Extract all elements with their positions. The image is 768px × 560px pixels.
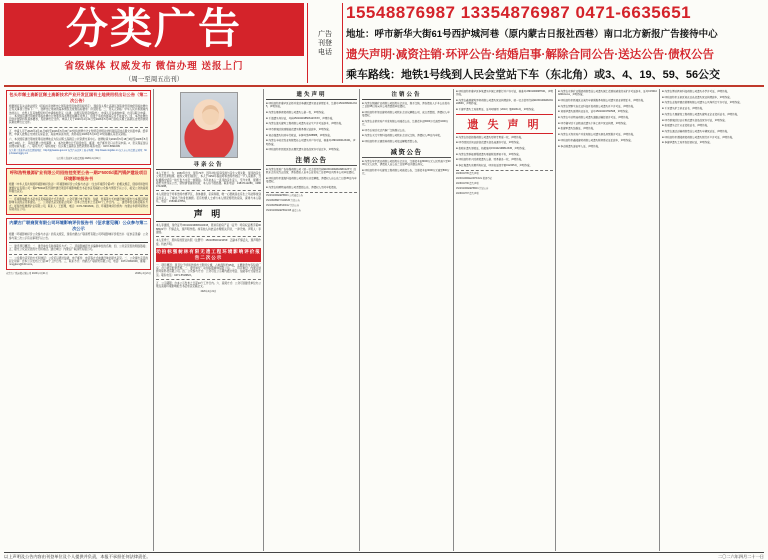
list-item: ● 呼和浩特市蓝海科技有限公司经股东决定解散，请债权人自公告之日起45日内申报债权。 (266, 177, 357, 183)
list-item: ● 内蒙古恒信担保有限公司遗失财务专用章一枚，声明作废。 (456, 136, 553, 139)
address-line: 地址：呼市新华大街61号西护城河巷（原内蒙古日报社西巷）南口北方新报广告接待中心 (346, 29, 718, 41)
services-line: 遗失声明·减资注销·环评公告·结婚启事·解除合同公告·送达公告·债权公告 (346, 48, 714, 61)
notice-body-2: 五、申请人可于2026年4月21日9时至2026年5月15日17时持挂牌出让文件规定的相关材料到指定地点提交书面申请。经审核，申请人按规定交纳竞买保证金，具备申请条件的，我局将在2026年5月16日17时前确认其竞买资格。 (9, 129, 148, 137)
notice-body-5: 一、环境影响报告书征求意见稿查阅方式及途径：公众可通过电子邮件、信函、传真等方式向建设单位提出与本项目环境影响有关的意见和建议。二、公众提出意见的起止时间：自本公告发布之日起10个工作日内。三、建设单位名称及联系方式：呼和浩特晟源矿业有限公司，联系人：王经理，电话：0471-5991609。四、环境影响评价机构：内蒙古华源环保科技有限责任公司。 (9, 198, 148, 212)
notice-box-boiler-eia (6, 168, 151, 215)
ad-phone-label (307, 3, 343, 83)
list-item: ● 呼和浩特市德隆商贸有限公司遗失银行开户许可证，声明作废。 (662, 136, 758, 139)
section-heading-cancellation-2: 注销公告 (362, 90, 451, 100)
list-item: ● 内蒙古金桥房地产开发有限公司减资公告，注册资本由5000万元减至1000万元。 (362, 120, 451, 126)
footer-right-text: 2026年4月21日 (135, 273, 151, 276)
eia-sign-date: 2026年4月21日 (200, 290, 217, 293)
footer-disclaimer: 以上声明及公告内容由刊登单位及个人提供并负责，本报不承担任何法律责任。 (4, 554, 151, 559)
list-item: ● 内蒙古蒙泰能源集团遗失增值税发票若干份，声明作废。 (456, 153, 553, 156)
list-item: ● 内蒙古中远物流有限公司遗失道路运输经营许可证，声明作废。 (558, 116, 657, 119)
divider-2 (9, 195, 148, 196)
page-footer (4, 552, 764, 560)
list-item: ● 内蒙古和顺物流有限公司清算组公告，请债权人及时申报债权。 (266, 186, 357, 189)
divider (9, 127, 148, 128)
notice-box-land-auction (6, 90, 151, 165)
list-item: ● 呼和浩特市赛罕区金桥开发区李建民遗失营业执照正本，注册号15010560012345，声明作废。 (266, 102, 357, 108)
notice-signature: 包头稀土高新区自然资源局 2026年4月21日 (56, 158, 101, 161)
statement-body-2: 本人张秀兰，原持有的营业执照（注册号：150105600123456）正副本不慎丢失，现声明作废。特此声明。 (156, 239, 261, 246)
list-item: ● 呼和浩特市回民区赵氏餐饮遗失食品经营许可证正本，声明作废。 (266, 148, 357, 151)
column-3 (264, 89, 360, 551)
list-item: ● 张晓东遗失驾驶证，档案编号150102198812345，声明作废。 (456, 147, 553, 150)
list-item: ● 内蒙古蓝天建筑工程有限公司遗失安全生产许可证副本，声明作废。 (266, 122, 357, 125)
code-note: 2023012MAMeNFHKAXL 税务登记 (456, 177, 492, 180)
list-item: ● 呼市回民区刘氏副食店遗失食品流通许可证，声明作废。 (456, 141, 553, 144)
list-item: ● 王建平遗失土地使用证，证号呼国用（2010）第00231号，声明作废。 (456, 108, 553, 111)
masthead (4, 3, 764, 87)
notice-body: 根据国家有关法律法规及《招标拍卖挂牌出让国有建设用地使用权规定》，现将包头稀土高新区国有建设用地使用权挂牌出让有关事项公告如下：一、挂牌出让地块的基本情况及规划指标要求：详见附表。二、竞买人资格：中华人民共和国境内外的法人、自然人及其他组织均可申请参加竞买（法律、法规另有规定的除外），申请人可以单独申请，也可以联合申请。三、本次国有建设用地使用权挂牌出让按照价高者得原则确定竞得人，但低于底价的最高应价不能成交。四、本次挂牌出让的详细资料和具体要求，见挂牌出让文件。申请人可于2026年4月21日至2026年5月15日到包头稀土高新区自然资源局获取挂牌出让文件。 (9, 105, 148, 125)
child-photo (180, 92, 238, 158)
page-title: 分类广告 (4, 3, 304, 56)
divider-3 (9, 242, 148, 243)
list-item: ● 呼和浩特市兴旺商贸遗失公章、财务章各一枚，声明作废。 (456, 158, 553, 161)
list-item: ● 内蒙古丰收农牧业有限责任公司遗失开户许可证，核准号J3901000123401，声明作废。 (266, 139, 357, 145)
divider-7 (156, 279, 261, 280)
list-item: ● 内蒙古九鼎建设工程有限公司遗失建筑业企业资质证书，声明作废。 (662, 113, 758, 116)
divider-9 (456, 170, 553, 171)
masthead-contact (346, 3, 764, 83)
list-item: ● 李志刚遗失退伍军人证，声明作废。 (558, 145, 657, 148)
list-item: ● 刘志强遗失机动车行驶证，车牌号蒙A88888，声明作废。 (266, 134, 357, 137)
list-item: ● 内蒙古金海岸酒店管理有限公司遗失公共场所卫生许可证，声明作废。 (662, 101, 758, 104)
notice-body-7: 一、建设项目概况；二、建设单位名称和联系方式；三、环境影响报告书编制单位的名称；四、公众意见表的网络链接；五、提交公众意见表的方式和途径。建设单位：内蒙古广联商贸有限公司。 (9, 244, 148, 252)
section-heading-statement: 声 明 (156, 205, 261, 222)
masthead-brand (4, 3, 304, 83)
list-item: ● 内蒙古华宇置业有限公司经股东会决议，注册资本由8000万元人民币减少至2000万元人民币，请债权人自公告之日起45日内提出异议。 (362, 160, 451, 166)
list-item: ● 刘丽华遗失医师执业证书，证号15010219760508，声明作废。 (558, 110, 657, 113)
code-note: 2026041796 遗失声明 (456, 182, 479, 185)
list-item: ● 李建华遗失土地承包经营权证，声明作废。 (662, 141, 758, 144)
masthead-subtitle-black-text: （周一至周五出刊） (124, 76, 184, 83)
list-item: ● 呼市赛罕区王氏粮油店遗失个体工商户营业执照，声明作废。 (558, 122, 657, 125)
list-item: ● 内蒙古绿野生态农业科技开发有限公司遗失开户许可证，声明作废。 (558, 105, 657, 108)
notice-title: 包头市稀土高新区稀土高新技术产业开发区国有土地使用权出让公告（第二次公告） (9, 92, 148, 103)
list-item: ● 内蒙古天元生物科技有限公司股东会决议注销，请债权人45日内申报。 (362, 134, 451, 137)
list-item: ● 内蒙古鑫源建筑劳务有限公司遗失营业执照副本，统一社会信用代码91150100MA0N12AB3C，声明作废。 (456, 99, 553, 105)
list-item: ● 内蒙古通达运输有限责任公司遗失车辆营运证，声明作废。 (662, 130, 758, 133)
list-item: ● 呼和浩特市万通贸易有限公司依法解散清算公告。 (362, 140, 451, 143)
list-item: ● 呼和浩特市赛罕区李某遗失中国工商银行开户许可证，核准号J3901000987601，声明作废。 (456, 90, 553, 96)
section-heading-capital-reduction: 减资公告 (362, 146, 451, 158)
column-4 (360, 89, 454, 551)
list-item: ● 内蒙古鼎泰商贸有限公司遗失公章一枚，声明作废。 (266, 111, 357, 114)
code-note: 1522310MADEHB12345 减资公告 (266, 209, 301, 212)
ad-phone-label-2: 刊登 (318, 39, 332, 47)
list-item: ● 内蒙古星辰广告传媒有限公司（统一社会信用代码91150100MA0ABC12XY）经股东会决议终止经营，请各债权人自本公告发布之日起45日内到本公司申报债权。 (266, 168, 357, 174)
divider-8 (266, 192, 357, 193)
column-1 (4, 89, 154, 551)
list-item: ● 内蒙古博远教育科技有限公司遗失办学许可证，声明作废。 (662, 90, 758, 93)
list-item: ● 内蒙古天利房地产开发有限公司遗失商品房预售许可证，声明作废。 (558, 133, 657, 136)
seeking-relatives-body-2: 本人现居住于呼和浩特市赛罕区，身体健康，家庭和睦，唯一心愿就是在有生之年能够找到亲生家人，了解自己的身世渊源。若有知情人士或与本人情况相符的家庭，请速与本人联系，电话：15849127853。 (156, 193, 261, 204)
column-6 (556, 89, 660, 551)
list-item: ● 呼市新城区张丽服装店遗失税务登记证副本，声明作废。 (266, 128, 357, 131)
ad-phone-label-1: 广告 (318, 30, 332, 38)
column-7 (660, 89, 760, 551)
ad-phone-label-3: 电话 (318, 48, 332, 56)
list-item: ● 李红梅遗失房屋所有权证，呼房权证回字第012345号，声明作废。 (456, 164, 553, 167)
list-item: ● 内蒙古宏泰矿业集团有限责任公司遗失国土资源局颁发的采矿许可证副本，证号C1501002010xxxx，声明作废。 (558, 90, 657, 96)
column-1-footer (6, 273, 151, 278)
list-item: ● 王海遗失身份证，号码15010219850612XXXX，声明作废。 (266, 117, 357, 120)
list-item: ● 张丽遗失会计从业资格证书，声明作废。 (662, 124, 758, 127)
code-note: 1522310MADEHB001 公司减资公告 (266, 194, 304, 197)
divider-4 (9, 254, 148, 255)
list-item: ● 呼和浩特市玉泉区刘氏日杂店遗失营业执照副本，声明作废。 (662, 96, 758, 99)
list-item: ● 呼市新城区赵氏水果店遗失食品经营许可证，声明作废。 (662, 119, 758, 122)
divider-5 (156, 190, 261, 191)
footer-date: 二〇二六年四月二十一日 (717, 554, 764, 559)
list-item: ● 王芳遗失护士执业证书，声明作废。 (662, 107, 758, 110)
code-note: 1522310MADEHB001 注销公告 (456, 187, 489, 190)
list-item: ● 呼和浩特市中天建设工程有限公司减资公告，注册资本由3000万元减至800万元。 (362, 169, 451, 175)
phone-numbers[interactable]: 15548876987 13354876987 0471-6635651 (346, 3, 692, 22)
photo-wrap (156, 92, 261, 158)
columns-area (4, 89, 764, 551)
masthead-subtitle-black (4, 74, 304, 83)
section-heading-seeking-relatives: 寻亲公告 (156, 160, 261, 170)
notice-links[interactable]: 包头稀土高新区自然资源局网站：http://gtj.baotou.gov.cn/ 内蒙古自治区土地市场网：http://www.nmgtdsc.cn 包头市公共资源交易网：http://www.btggzy.cn/ (9, 150, 147, 156)
notice-body-6: 根据《环境影响评价公众参与办法》的有关规定，现将内蒙古广联商贸有限公司环境影响评价报告书（征求意见稿）公众参与第二次公示有关事项予以公告。 (9, 233, 148, 240)
list-item: ● 呼市玉泉区宏达汽修厂注销登记公告。 (362, 129, 451, 132)
code-note: 2026041795 遗失声明 (456, 172, 479, 175)
list-item: ● 呼和浩特市旭日建材有限公司股东会决议解散公司，成立清算组，请债权人申报债权。 (362, 111, 451, 117)
list-item: ● 呼和浩特市新城区众诚汽车销售服务有限公司遗失营业执照正本，声明作废。 (558, 99, 657, 102)
masthead-subtitle-red: 省级媒体 权威发布 微信办理 送报上门 (64, 61, 244, 72)
footer-left-text: 内蒙古广联商贸有限公司 2026年4月21日 (6, 273, 48, 276)
bus-route-line: 乘车路线：地铁1号线到人民会堂站下车（东北角）或3、4、19、59、56公交 (346, 68, 721, 81)
notice-body-3: 六、本次国有建设用地使用权挂牌地点为包头稀土高新区公共资源交易中心。挂牌时间为2026年5月18日9时至2026年5月28日10时。七、其他需要公告的事项：1、本次挂牌出让不接受电话、邮寄、电子邮件及口头竞买申请。2、竞买保证金以到账时间为准。八、联系方式：联系地址：包头稀土高新区自然资源局 联系电话：0472-5991609 (9, 138, 148, 148)
section-heading-loss-statement: 遗失声明 (266, 90, 357, 100)
notice-title-3: 内蒙古广联商贸有限公司环境影响评价报告书（征求意见稿）公众参与第二次公示 (9, 220, 148, 232)
list-item: ● 内蒙古银峰矿业有限公司经股东会决议，现予注销，请各债权人于本公告发布之日起45日内向本公司清算组申报债权。 (362, 102, 451, 108)
section-heading-loss-statement-big: 遗 失 声 明 (456, 114, 553, 134)
eia-body-2: 五、公示期限：自本公示发布之日起10个工作日内。六、查阅方式：公众可到建设单位办公地点查阅环境影响报告书征求意见稿全文。 (156, 282, 261, 289)
divider-6 (156, 236, 261, 237)
list-item: ● 张建军遗失结婚证，声明作废。 (558, 127, 657, 130)
code-note: 15219625MABNF0012 注销公告 (266, 204, 300, 207)
eia-body: 一、项目概况：项目位于呼和浩特市土默特左旗，占地面积约35亩，主要建设内容包括厂房、办公楼及配套设施。二、建设单位：动拍标强树林有限公司。三、环评单位：内蒙古绿源环保科技有限公司。四、公众参与方式：公众可在公示期内通过电话、信函等方式提出意见。联系电话：0471-5518822。 (156, 263, 261, 277)
eia-banner-title: 动拍标强树林有限无遗工程环境影响评价报告二次公示 (156, 248, 261, 260)
column-2 (154, 89, 264, 551)
statement-body: 本人李建国，身份证号150102196808140915，原持有的房产证（证号：呼房权证赛字第0088321号）不慎丢失，现声明作废。如有他人持此证办理相关手续，一律无效。声明人：李建国。 (156, 224, 261, 234)
notice-title-2: 呼和浩特晟源矿业有限公司招拍挂变更公告一期2*500t/d蒸汽锅炉建设项目环境影响报告书 (9, 170, 148, 182)
code-note: 15219628MFY3442630 注销公告 (266, 199, 300, 202)
notice-box-guanglian-eia (6, 218, 151, 270)
list-item: ● 呼和浩特市鑫隆建材有限公司遗失税务登记证正副本，声明作废。 (558, 139, 657, 142)
notice-body-8: 一、公众提出意见的方式和途径：公众可以通过信函、电子邮件、电话等方式向建设单位提出意见。二、公众提出意见的起止时间：自本公示发布之日起10个工作日内。三、联系方式：内蒙古广联商贸有限公司，电话：0471-5991609，邮箱：nmgglsm@163.com。 (9, 256, 148, 267)
notice-body-4: 根据《中华人民共和国环境影响评价法》《环境影响评价公众参与办法》（生态环境部令第4号）的相关规定，现将呼和浩特晟源矿业有限公司一期2*500t/d蒸汽锅炉建设项目环境影响报告书征求意见稿的公众参与情况予以公示，接受公众的查阅和提出意见。 (9, 183, 148, 193)
code-note: 2026041797 遗失声明 (456, 192, 479, 195)
seeking-relatives-body: 本人王桂兰，女，1953年出生，现年73岁，因年幼时家庭变故与亲生父母失散，现寻找亲生父母及兄弟姐妹。据养父母生前回忆，本人于1954年春由呼和浩特市郊区一户人家抱养，当时襁褓中留有一块红色方巾及一枚铜钱。多年来本人一直寻找亲生家人，至今未果，现通过报纸刊登寻亲公告，望知情者提供线索，本人将不胜感激。联系电话：13847112289，13804712288。 (156, 172, 261, 189)
section-heading-cancellation: 注销公告 (266, 154, 357, 166)
column-5 (454, 89, 556, 551)
